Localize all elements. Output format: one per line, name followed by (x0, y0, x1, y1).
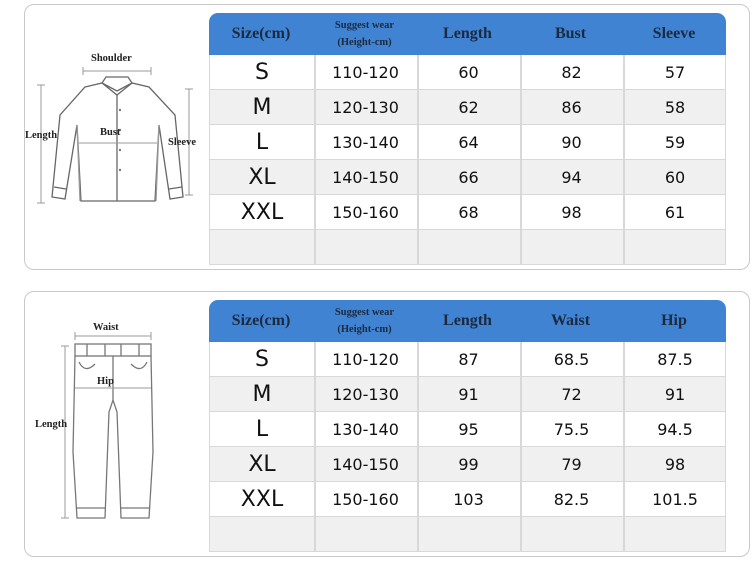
length-cell: 95 (458, 419, 479, 439)
waist-header: Waist (550, 312, 591, 329)
table-row (210, 230, 725, 265)
size-cell: L (255, 129, 269, 155)
shirt-diagram (25, 5, 210, 269)
column-divider (623, 195, 625, 229)
column-divider (520, 195, 522, 229)
table-row (210, 412, 725, 447)
length-cell: 64 (458, 132, 479, 152)
column-divider (623, 517, 625, 551)
size-cell: M (252, 381, 272, 407)
pants-size-panel (24, 291, 750, 557)
column-divider (623, 230, 625, 264)
size-cell: L (255, 416, 269, 442)
suggest-wear-header: Suggest wear (Height-cm) (334, 20, 395, 48)
height-cell: 150-160 (332, 202, 399, 222)
measure2-cell: 57 (664, 62, 686, 82)
measure-cell: 72 (561, 384, 582, 404)
length-cell: 60 (458, 62, 479, 82)
column-divider (417, 160, 419, 194)
height-cell: 140-150 (332, 167, 399, 187)
column-divider (417, 195, 419, 229)
table-row (210, 160, 725, 195)
size-cell: XXL (240, 199, 284, 225)
measure2-cell: 58 (664, 97, 686, 117)
measure2-cell: 60 (664, 167, 686, 187)
column-divider (623, 412, 625, 446)
height-cell: 120-130 (332, 97, 399, 117)
column-divider (314, 55, 316, 89)
column-divider (520, 125, 522, 159)
shoulder-label: Shoulder (91, 53, 132, 64)
measure-cell: 75.5 (553, 419, 590, 439)
table-row (210, 195, 725, 230)
table-row (210, 517, 725, 552)
column-divider (314, 482, 316, 516)
suggest-wear-header: Suggest wear (Height-cm) (334, 307, 395, 335)
column-divider (417, 412, 419, 446)
column-divider (520, 230, 522, 264)
pants-table-body (209, 342, 726, 552)
height-cell: 140-150 (332, 454, 399, 474)
size-cell: XXL (240, 486, 284, 512)
measure-cell: 79 (561, 454, 582, 474)
column-divider (623, 482, 625, 516)
length-cell: 68 (458, 202, 479, 222)
height-cell: 120-130 (332, 384, 399, 404)
column-divider (314, 195, 316, 229)
column-divider (314, 517, 316, 551)
column-divider (623, 377, 625, 411)
length-cell: 87 (458, 349, 479, 369)
hip-label: Hip (97, 376, 114, 387)
table-row (210, 342, 725, 377)
height-cell (314, 517, 417, 551)
column-divider (623, 90, 625, 124)
measure2-cell (623, 517, 727, 551)
column-divider (623, 55, 625, 89)
table-row (210, 482, 725, 517)
pants-table-header (209, 300, 726, 342)
measure2-cell: 87.5 (657, 349, 693, 369)
size-cell: XL (248, 451, 276, 477)
column-divider (314, 160, 316, 194)
size-header: Size(cm) (231, 312, 291, 329)
measure2-cell: 61 (664, 202, 686, 222)
height-cell: 110-120 (332, 349, 399, 369)
column-divider (520, 342, 522, 376)
column-divider (417, 377, 419, 411)
measure2-cell: 98 (664, 454, 686, 474)
length-cell (417, 230, 520, 264)
measure2-cell: 59 (664, 132, 686, 152)
length-cell: 91 (458, 384, 479, 404)
column-divider (520, 160, 522, 194)
measure-cell (520, 517, 623, 551)
table-row (210, 377, 725, 412)
size-cell: S (255, 59, 269, 85)
height-cell: 130-140 (332, 419, 399, 439)
table-row (210, 90, 725, 125)
height-cell: 130-140 (332, 132, 399, 152)
size-cell: XL (248, 164, 276, 190)
measure-cell: 82.5 (553, 489, 590, 509)
column-divider (417, 90, 419, 124)
sleeve-label: Sleeve (168, 137, 196, 148)
column-divider (417, 125, 419, 159)
column-divider (623, 342, 625, 376)
pants-length-label: Length (35, 419, 68, 430)
column-divider (520, 412, 522, 446)
size-header: Size(cm) (231, 25, 291, 42)
measure2-cell: 101.5 (652, 489, 698, 509)
shirt-size-panel (24, 4, 750, 270)
column-divider (520, 55, 522, 89)
table-row (210, 55, 725, 90)
column-divider (314, 230, 316, 264)
length-cell: 66 (458, 167, 479, 187)
measure2-cell: 94.5 (657, 419, 693, 439)
length-cell (417, 517, 520, 551)
pants-diagram (25, 292, 210, 556)
column-divider (417, 230, 419, 264)
size-cell (210, 517, 314, 551)
column-divider (314, 412, 316, 446)
measure-cell: 86 (561, 97, 582, 117)
column-divider (314, 125, 316, 159)
size-cell: S (255, 346, 269, 372)
shirt-table-body (209, 55, 726, 265)
measure-cell: 94 (561, 167, 582, 187)
size-cell: M (252, 94, 272, 120)
measure-cell: 68.5 (553, 349, 590, 369)
waist-label: Waist (93, 322, 119, 333)
height-cell: 150-160 (332, 489, 399, 509)
height-cell: 110-120 (332, 62, 399, 82)
column-divider (520, 517, 522, 551)
measure-cell: 98 (561, 202, 582, 222)
sleeve-header: Sleeve (652, 25, 696, 42)
shirt-size-table (209, 13, 726, 265)
length-cell: 103 (453, 489, 484, 509)
bust-header: Bust (554, 25, 587, 42)
bust-label: Bust (100, 127, 121, 138)
column-divider (417, 447, 419, 481)
column-divider (520, 447, 522, 481)
measure2-cell: 91 (664, 384, 686, 404)
column-divider (520, 90, 522, 124)
table-row (210, 125, 725, 160)
column-divider (623, 160, 625, 194)
column-divider (623, 125, 625, 159)
column-divider (417, 55, 419, 89)
hip-header: Hip (661, 312, 687, 329)
column-divider (520, 482, 522, 516)
size-cell (210, 230, 314, 264)
column-divider (417, 482, 419, 516)
shirt-table-header (209, 13, 726, 55)
column-divider (314, 342, 316, 376)
pants-size-table (209, 300, 726, 552)
length-header: Length (443, 25, 492, 42)
length-label: Length (25, 130, 58, 141)
column-divider (314, 377, 316, 411)
column-divider (520, 377, 522, 411)
length-cell: 62 (458, 97, 479, 117)
length-header: Length (443, 312, 492, 329)
column-divider (417, 342, 419, 376)
column-divider (314, 90, 316, 124)
table-row (210, 447, 725, 482)
column-divider (623, 447, 625, 481)
height-cell (314, 230, 417, 264)
measure-cell: 82 (561, 62, 582, 82)
length-cell: 99 (458, 454, 479, 474)
measure2-cell (623, 230, 727, 264)
column-divider (417, 517, 419, 551)
column-divider (314, 447, 316, 481)
measure-cell (520, 230, 623, 264)
measure-cell: 90 (561, 132, 582, 152)
